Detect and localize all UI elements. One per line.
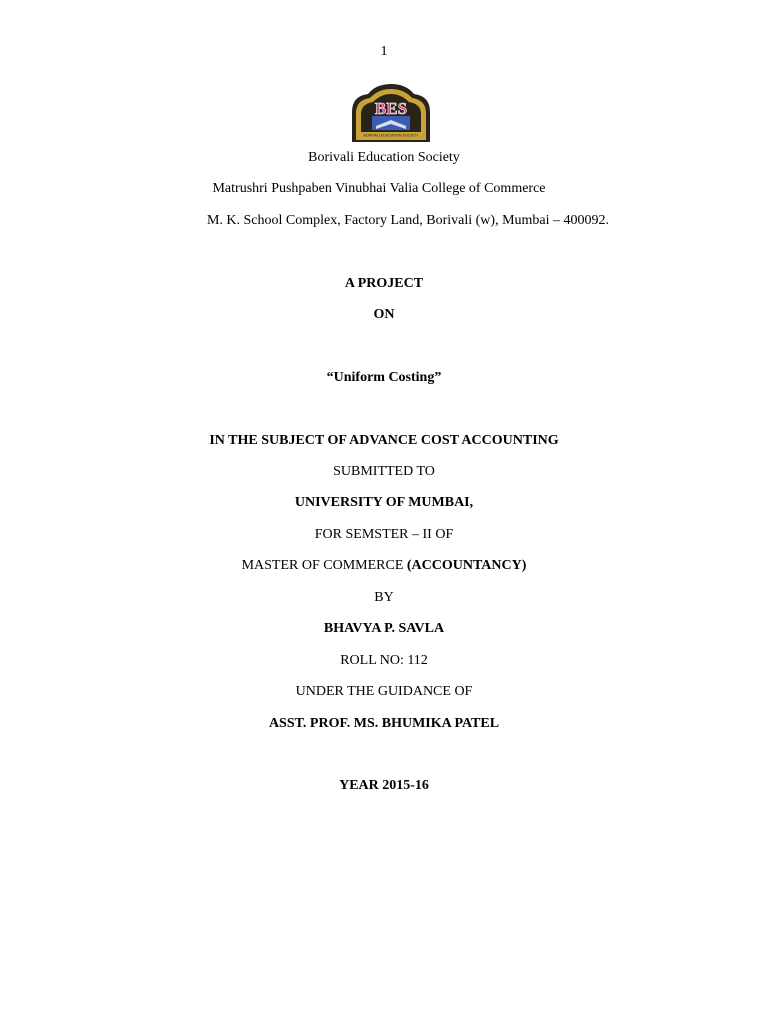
- college-address: M. K. School Complex, Factory Land, Borivali (w), Mumbai – 400092.: [206, 213, 610, 228]
- degree: [0, 557, 768, 575]
- university-name: UNIVERSITY OF MUMBAI,: [294, 495, 474, 510]
- degree-prefix: MASTER OF COMMERCE: [241, 558, 404, 573]
- student-name: BHAVYA P. SAVLA: [323, 621, 445, 636]
- college-name: Matrushri Pushpaben Vinubhai Valia College of Commerce: [212, 181, 546, 196]
- society-name: Borivali Education Society: [308, 150, 460, 165]
- submitted-to: SUBMITTED TO: [333, 464, 435, 479]
- semester: FOR SEMSTER – II OF: [314, 527, 454, 542]
- guidance-label: UNDER THE GUIDANCE OF: [295, 684, 473, 699]
- by-label: BY: [374, 590, 394, 605]
- logo-caption: BORIVALI EDUCATION SOCIETY: [363, 133, 419, 138]
- page-number: 1: [380, 44, 388, 59]
- project-subject: IN THE SUBJECT OF ADVANCE COST ACCOUNTING: [209, 433, 559, 448]
- project-title: “Uniform Costing”: [326, 370, 442, 385]
- roll-number: ROLL NO: 112: [340, 653, 428, 668]
- guide-name: ASST. PROF. MS. BHUMIKA PATEL: [268, 716, 500, 731]
- academic-year: YEAR 2015-16: [339, 778, 429, 793]
- degree-specialization: (ACCOUNTANCY): [406, 558, 527, 573]
- logo-letters: BES: [374, 99, 408, 118]
- college-logo: [348, 82, 434, 144]
- project-on: ON: [373, 307, 395, 322]
- project-heading: A PROJECT: [344, 276, 424, 291]
